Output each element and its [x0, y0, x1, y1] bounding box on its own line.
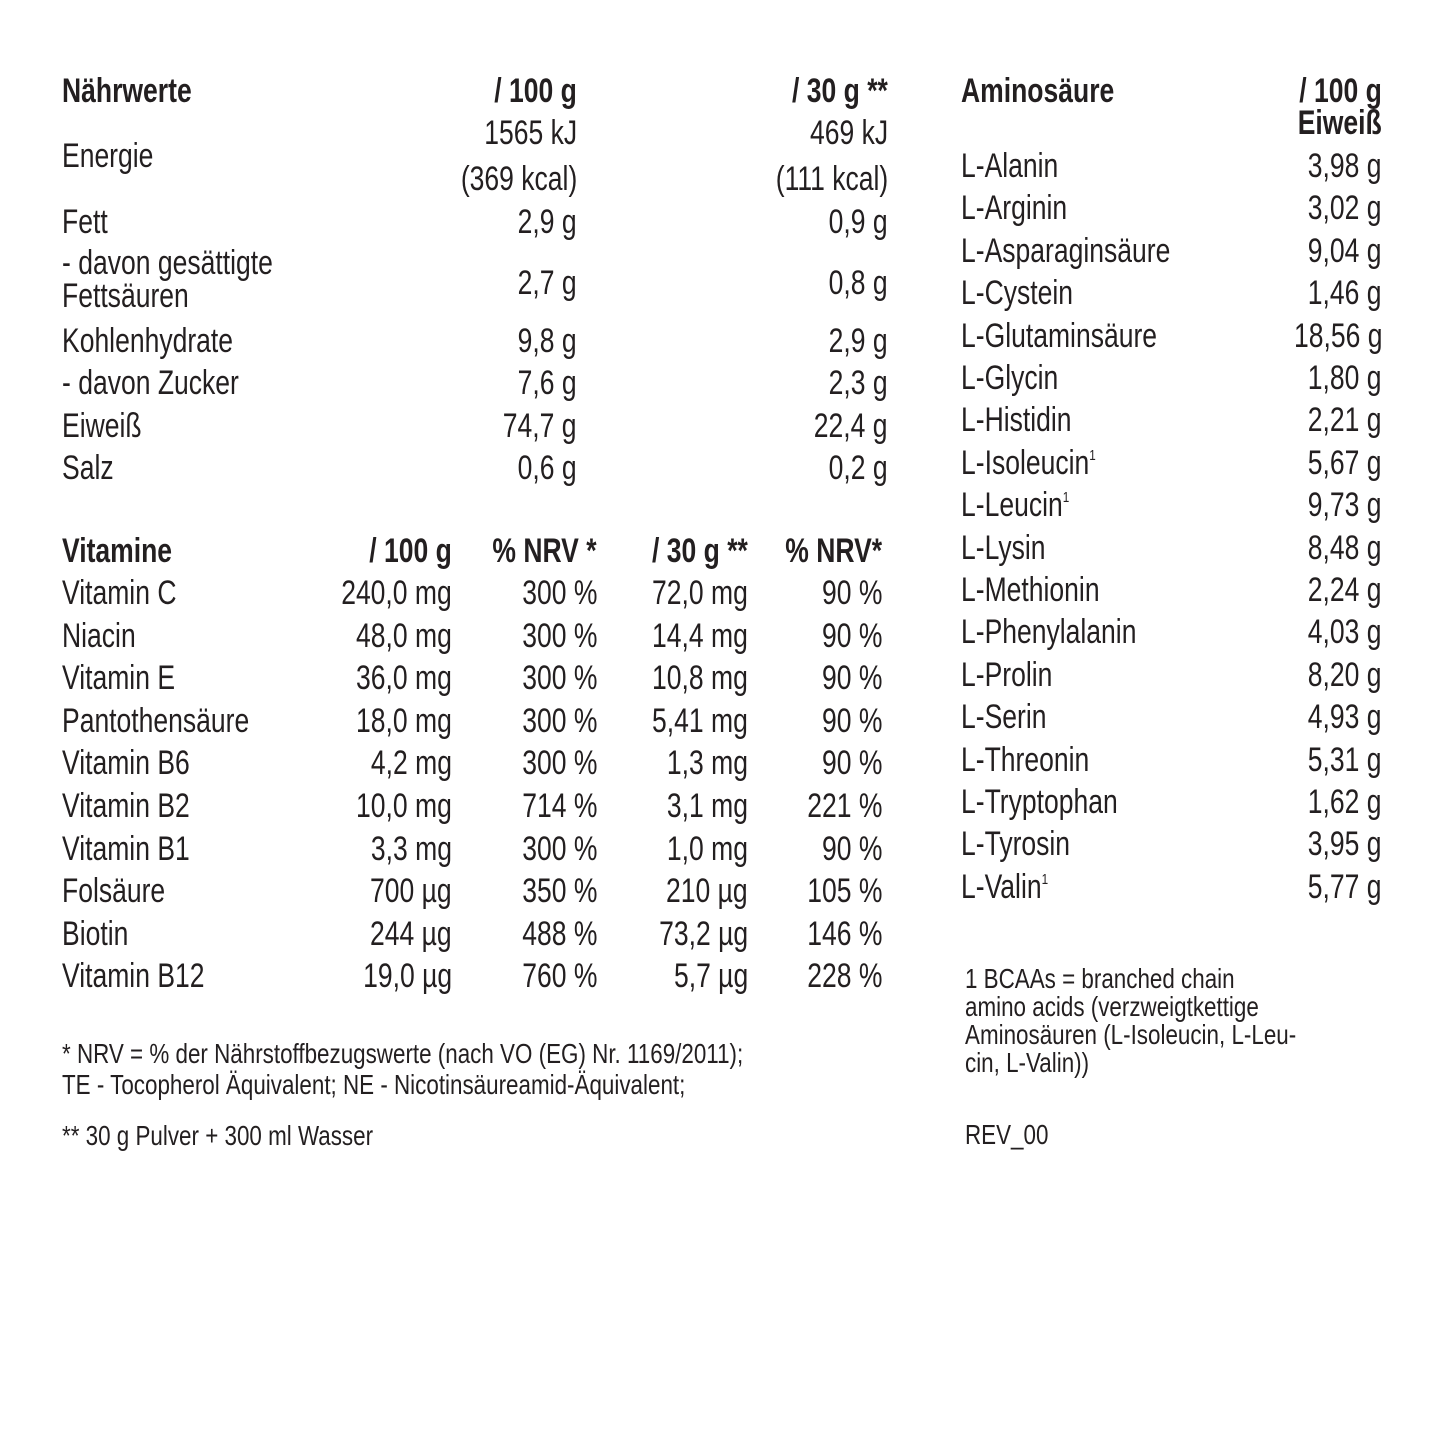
vitamin-name: Pantothensäure — [62, 701, 250, 740]
amino-row — [0, 357, 1445, 399]
amino-row — [0, 399, 1445, 441]
amino-value: 5,31 g — [1308, 740, 1382, 779]
energie-kcal-100g: (369 kcal) — [460, 160, 577, 198]
vitamin-value-30g: 1,0 mg — [666, 829, 748, 868]
vitamin-nrv-30g: 228 % — [806, 957, 882, 996]
amino-name: L-Alanin — [961, 147, 1059, 185]
amino-name: L-Methionin — [961, 571, 1100, 609]
amino-row — [0, 611, 1445, 653]
amino-name: L-Lysin — [961, 528, 1046, 567]
amino-row — [0, 654, 1445, 696]
gesaettigt-30g: 0,8 g — [829, 264, 888, 302]
amino-name: L-Arginin — [961, 189, 1068, 228]
vitamin-value-30g: 5,7 µg — [673, 957, 748, 996]
bcaa-footnote-line: 1 BCAAs = branched chain — [965, 963, 1235, 994]
vitamin-nrv-30g: 90 % — [821, 659, 882, 698]
amino-name: L-Glycin — [961, 359, 1059, 397]
vitamin-value-30g: 5,41 mg — [652, 701, 748, 740]
amino-value: 9,04 g — [1308, 231, 1382, 270]
vitamin-nrv-100g: 300 % — [521, 616, 597, 655]
bcaa-footnote-line: Aminosäuren (L-Isoleucin, L-Leu- — [965, 1019, 1297, 1050]
amino-value: 5,67 g — [1308, 443, 1382, 482]
vitamin-name: Vitamin B1 — [62, 829, 190, 868]
vitamin-value-100g: 18,0 mg — [356, 701, 452, 740]
vitamin-row — [0, 955, 900, 997]
amino-row — [0, 315, 1445, 357]
amino-name: L-Glutaminsäure — [961, 316, 1158, 355]
vitamin-name: Folsäure — [62, 872, 166, 911]
naehrwerte-header-100g: / 100 g — [494, 72, 577, 110]
nrv-footnote-line2: TE - Tocopherol Äquivalent; NE - Nicotinsäureamid-Äquivalent; — [62, 1069, 686, 1100]
amino-row — [0, 272, 1445, 314]
vitamine-header-30g: / 30 g ** — [652, 532, 748, 570]
vitamin-value-100g: 19,0 µg — [362, 957, 452, 996]
serving-footnote: ** 30 g Pulver + 300 ml Wasser — [62, 1120, 374, 1151]
energie-kj-100g: 1565 kJ — [484, 114, 577, 152]
energie-label: Energie — [62, 137, 154, 175]
vitamin-value-100g: 240,0 mg — [341, 574, 452, 612]
vitamine-header-100g: / 100 g — [369, 532, 452, 570]
amino-name: L-Phenylalanin — [961, 613, 1137, 652]
nrv-footnote-line1: * NRV = % der Nährstoffbezugswerte (nach VO (EG) Nr. 1169/2011); — [62, 1038, 744, 1069]
amino-value: 8,20 g — [1308, 655, 1382, 694]
revision-label: REV_00 — [965, 1119, 1049, 1150]
amino-name: L-Cystein — [961, 274, 1074, 313]
kohlenhydrate-label: Kohlenhydrate — [62, 322, 234, 360]
amino-value: 3,95 g — [1308, 825, 1382, 864]
salz-label: Salz — [62, 449, 114, 487]
vitamin-value-100g: 36,0 mg — [356, 659, 452, 698]
amino-value: 1,80 g — [1308, 359, 1382, 397]
vitamin-nrv-100g: 300 % — [521, 659, 597, 698]
amino-value: 3,98 g — [1308, 147, 1382, 185]
vitamin-value-30g: 10,8 mg — [652, 659, 748, 698]
footnote-marker: 1 — [1041, 870, 1049, 888]
aminosaeure-header-label: Aminosäure — [961, 72, 1115, 110]
amino-name: L-Histidin — [961, 401, 1072, 440]
amino-row — [0, 145, 1445, 187]
vitamin-nrv-100g: 300 % — [521, 744, 597, 783]
vitamin-name: Vitamin B12 — [62, 957, 205, 996]
vitamin-value-100g: 48,0 mg — [356, 616, 452, 655]
vitamin-value-30g: 3,1 mg — [666, 787, 748, 825]
vitamin-value-30g: 14,4 mg — [652, 616, 748, 655]
zucker-100g: 7,6 g — [518, 364, 577, 402]
vitamin-value-30g: 210 µg — [666, 872, 748, 911]
eiweiss-30g: 22,4 g — [814, 407, 888, 445]
bcaa-footnote-line: amino acids (verzweigtkettige — [965, 991, 1259, 1022]
amino-value: 4,93 g — [1308, 698, 1382, 737]
fett-30g: 0,9 g — [829, 203, 888, 241]
amino-value: 5,77 g — [1308, 867, 1382, 906]
footnote-marker: 1 — [1062, 489, 1070, 507]
amino-row — [0, 569, 1445, 611]
amino-value: 2,21 g — [1308, 401, 1382, 440]
vitamin-name: Niacin — [62, 616, 136, 655]
energie-kj-30g: 469 kJ — [809, 114, 888, 152]
gesaettigt-100g: 2,7 g — [518, 264, 577, 302]
amino-row — [0, 484, 1445, 526]
vitamin-name: Vitamin E — [62, 659, 176, 698]
vitamin-nrv-30g: 90 % — [821, 701, 882, 740]
vitamin-value-100g: 4,2 mg — [370, 744, 452, 783]
vitamin-nrv-100g: 300 % — [521, 829, 597, 868]
amino-name: L-Leucin$^1$ — [961, 486, 1070, 525]
vitamin-nrv-30g: 90 % — [821, 744, 882, 783]
vitamin-nrv-30g: 105 % — [806, 872, 882, 911]
vitamin-nrv-100g: 350 % — [521, 872, 597, 911]
amino-name: L-Tryptophan — [961, 783, 1118, 821]
zucker-label: - davon Zucker — [62, 364, 239, 402]
vitamin-nrv-30g: 146 % — [806, 914, 882, 953]
vitamin-value-100g: 700 µg — [370, 872, 452, 911]
amino-value: 4,03 g — [1308, 613, 1382, 652]
amino-row — [0, 442, 1445, 484]
vitamin-value-30g: 73,2 µg — [658, 914, 748, 953]
vitamin-value-100g: 10,0 mg — [356, 787, 452, 825]
kohlenhydrate-30g: 2,9 g — [829, 322, 888, 360]
zucker-30g: 2,3 g — [829, 364, 888, 402]
vitamin-name: Biotin — [62, 914, 129, 953]
amino-row — [0, 527, 1445, 569]
amino-row — [0, 696, 1445, 738]
amino-name: L-Threonin — [961, 740, 1090, 779]
energie-kcal-30g: (111 kcal) — [775, 160, 888, 198]
vitamin-nrv-100g: 714 % — [521, 787, 597, 825]
vitamin-nrv-100g: 760 % — [521, 957, 597, 996]
eiweiss-100g: 74,7 g — [503, 407, 577, 445]
amino-row — [0, 781, 1445, 823]
fett-label: Fett — [62, 203, 108, 241]
amino-name: L-Prolin — [961, 655, 1053, 694]
naehrwerte-header-30g: / 30 g ** — [792, 72, 888, 110]
eiweiss-label: Eiweiß — [62, 407, 142, 445]
gesaettigt-label-line2: Fettsäuren — [62, 277, 189, 315]
vitamin-row — [0, 913, 900, 955]
vitamin-nrv-30g: 90 % — [821, 616, 882, 655]
amino-row — [0, 230, 1445, 272]
amino-value: 1,46 g — [1308, 274, 1382, 313]
amino-row — [0, 187, 1445, 229]
naehrwerte-header-label: Nährwerte — [62, 72, 192, 110]
amino-name: L-Isoleucin$^1$ — [961, 443, 1096, 482]
bcaa-footnote-line: cin, L-Valin)) — [965, 1047, 1090, 1078]
amino-name: L-Valin$^1$ — [961, 867, 1049, 906]
amino-row — [0, 823, 1445, 865]
vitamin-value-30g: 72,0 mg — [652, 574, 748, 612]
kohlenhydrate-100g: 9,8 g — [518, 322, 577, 360]
vitamin-nrv-100g: 300 % — [521, 701, 597, 740]
amino-name: L-Serin — [961, 698, 1047, 737]
vitamine-header-nrv100: % NRV * — [492, 532, 597, 570]
salz-100g: 0,6 g — [518, 449, 577, 487]
aminosaeure-header-eiweiss: Eiweiß — [1297, 104, 1382, 142]
amino-value: 3,02 g — [1308, 189, 1382, 228]
vitamin-nrv-30g: 221 % — [806, 787, 882, 825]
amino-value: 9,73 g — [1308, 486, 1382, 525]
amino-row — [0, 739, 1445, 781]
vitamin-value-100g: 244 µg — [370, 914, 452, 953]
amino-name: L-Asparaginsäure — [961, 231, 1171, 270]
vitamine-header-label: Vitamine — [62, 532, 173, 570]
footnote-marker: 1 — [1089, 446, 1096, 464]
vitamin-nrv-30g: 90 % — [821, 574, 882, 612]
amino-name: L-Tyrosin — [961, 825, 1071, 864]
vitamin-nrv-100g: 488 % — [521, 914, 597, 953]
amino-value: 1,62 g — [1308, 783, 1382, 821]
vitamin-name: Vitamin B2 — [62, 787, 190, 825]
vitamin-name: Vitamin B6 — [62, 744, 190, 783]
vitamin-nrv-100g: 300 % — [521, 574, 597, 612]
vitamin-nrv-30g: 90 % — [821, 829, 882, 868]
amino-value: 18,56 g — [1293, 316, 1382, 355]
fett-100g: 2,9 g — [518, 203, 577, 241]
aminosaeure-header-100g: / 100 g — [1299, 72, 1382, 110]
vitamin-value-30g: 1,3 mg — [666, 744, 748, 783]
vitamin-value-100g: 3,3 mg — [370, 829, 452, 868]
salz-30g: 0,2 g — [829, 449, 888, 487]
vitamin-name: Vitamin C — [62, 574, 177, 612]
gesaettigt-label-line1: - davon gesättigte — [62, 244, 273, 282]
amino-value: 2,24 g — [1308, 571, 1382, 609]
amino-value: 8,48 g — [1308, 528, 1382, 567]
vitamine-header-nrv30: % NRV* — [785, 532, 882, 570]
aminosaeure-header-line2 — [0, 102, 1445, 144]
amino-row — [0, 866, 1445, 908]
